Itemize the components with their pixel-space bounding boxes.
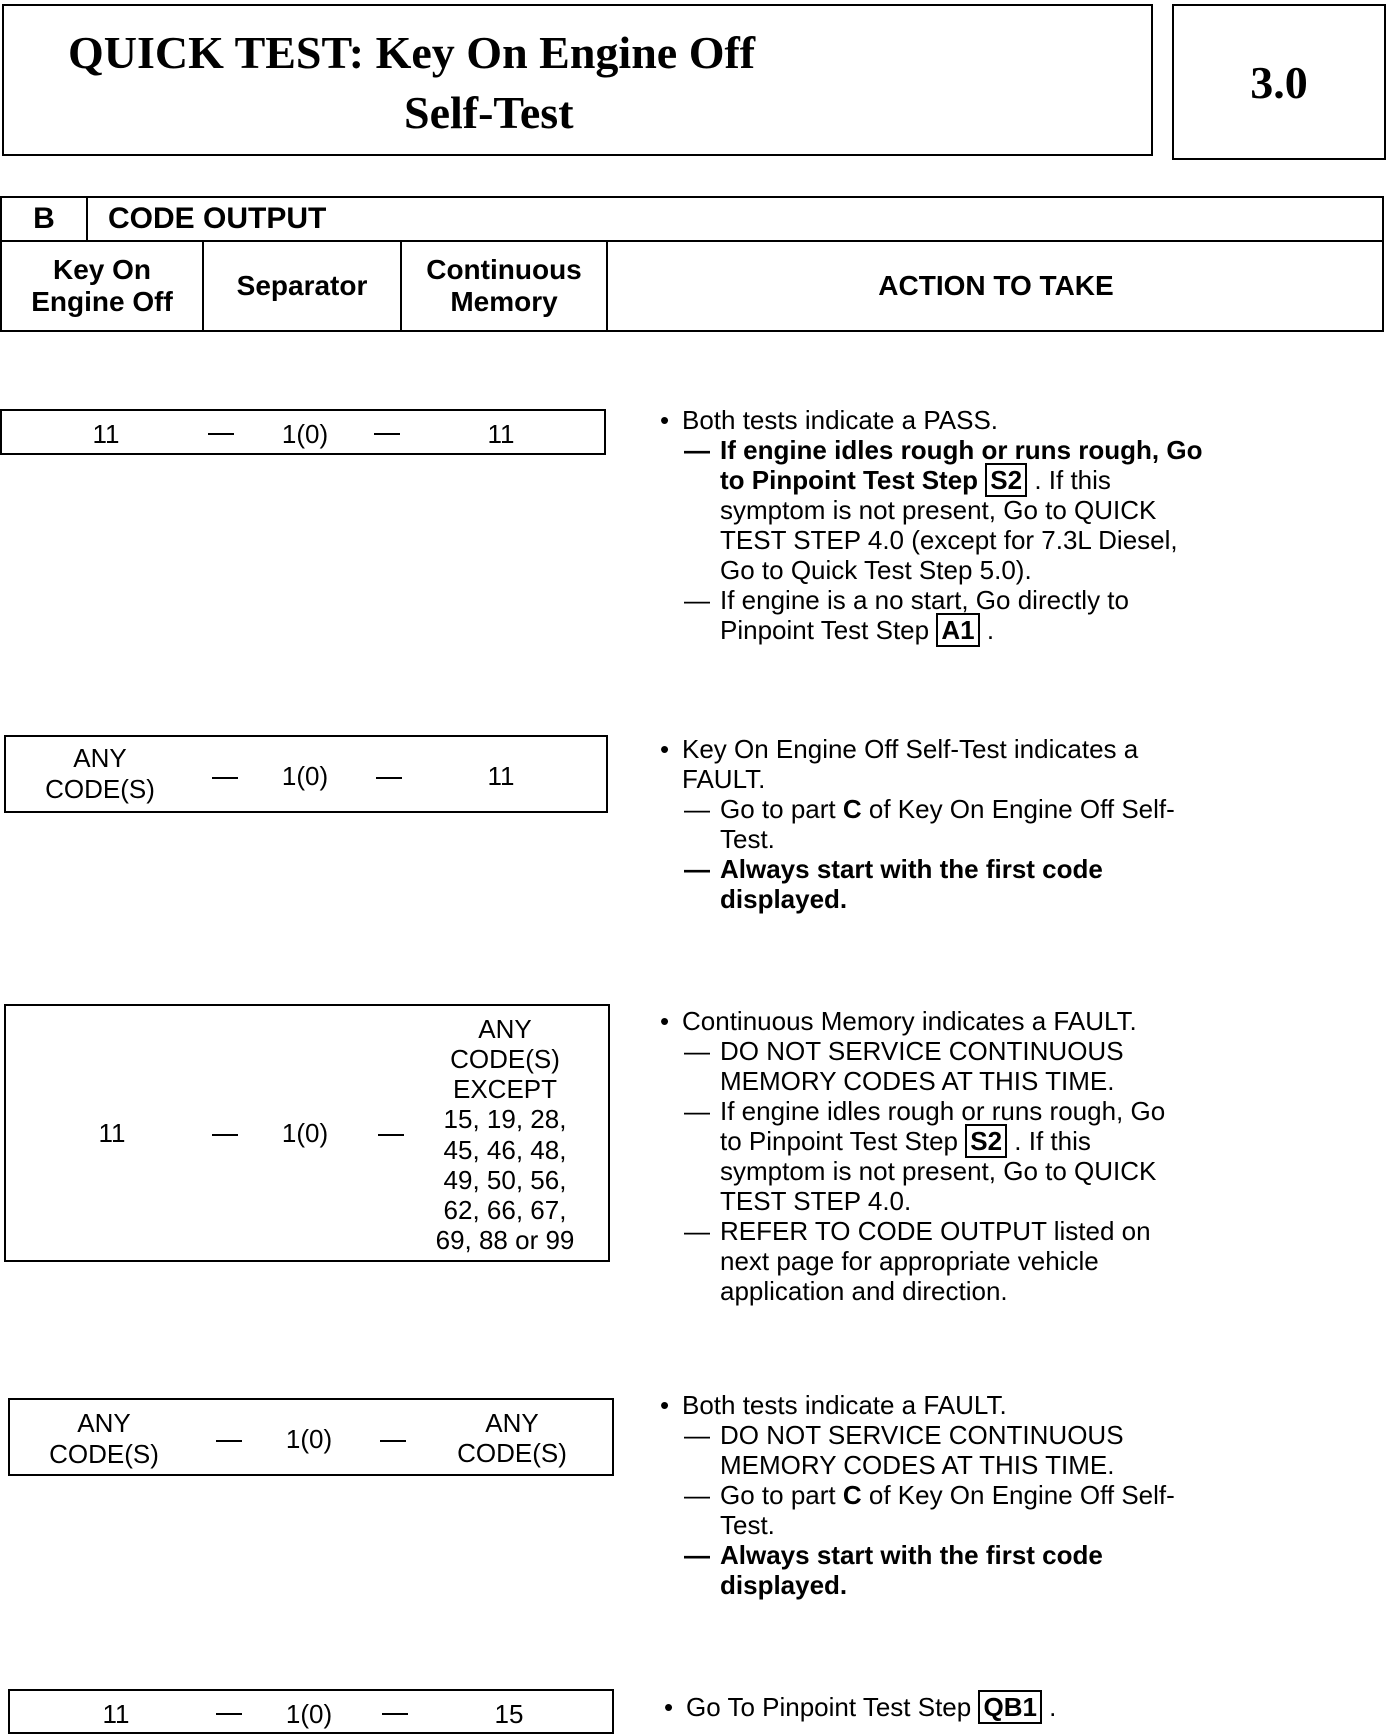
- column-header-koeo: [2, 242, 204, 330]
- column-header-continuous-line2: Memory: [450, 286, 558, 317]
- action-line: Go to Quick Test Step 5.0).: [720, 555, 1032, 585]
- action-bullet: • Continuous Memory indicates a FAULT.: [660, 1006, 1165, 1036]
- koeo-code: 11: [102, 1699, 130, 1729]
- action-line: symptom is not present, Go to QUICK: [720, 1156, 1157, 1186]
- code-row-2: [4, 735, 608, 813]
- code-row-5: [8, 1689, 614, 1734]
- page-title-line2: Self-Test: [404, 87, 574, 138]
- cm-line: EXCEPT: [452, 1074, 558, 1105]
- dash: [376, 777, 402, 779]
- cm-line: ANY: [478, 1014, 532, 1044]
- cm-line: 49, 50, 56,: [443, 1164, 567, 1195]
- step-ref-qb1: QB1: [978, 1690, 1041, 1724]
- koeo-code: [40, 1408, 168, 1469]
- action-sub: — If engine is a no start, Go directly to: [660, 585, 1202, 615]
- action-line: next page for appropriate vehicle: [720, 1246, 1099, 1276]
- action-bullet: [664, 1692, 1056, 1722]
- koeo-code-line1: ANY: [73, 743, 127, 773]
- dash: [374, 433, 400, 435]
- action-sub: — DO NOT SERVICE CONTINUOUS: [660, 1420, 1175, 1450]
- action-text: of Key On Engine Off Self-: [868, 794, 1175, 824]
- action-bullet: • Both tests indicate a PASS.: [660, 405, 1202, 435]
- title-box: [2, 4, 1153, 156]
- action-line: [660, 615, 1202, 645]
- step-ref-a1: A1: [936, 613, 979, 647]
- column-header-continuous-line1: Continuous: [426, 253, 582, 285]
- column-header-action: ACTION TO TAKE: [878, 269, 1114, 301]
- action-row-3: [660, 1006, 1165, 1306]
- action-line: Test.: [720, 1510, 775, 1540]
- action-text: Go to part: [720, 1480, 836, 1510]
- koeo-code-line2: CODE(S): [49, 1438, 159, 1469]
- action-text: . If this: [1014, 1126, 1091, 1156]
- cm-line: 15, 19, 28,: [443, 1104, 567, 1135]
- dash: [380, 1440, 406, 1442]
- separator-code: 1(0): [281, 761, 329, 791]
- continuous-code: 11: [487, 419, 515, 449]
- dash: [216, 1713, 242, 1715]
- action-sub: — Always start with the first code: [660, 1540, 1175, 1570]
- page-title-line1: QUICK TEST: Key On Engine Off: [68, 27, 756, 78]
- action-text: of Key On Engine Off Self-: [868, 1480, 1175, 1510]
- cm-line: 45, 46, 48,: [443, 1134, 567, 1165]
- koeo-code: 11: [92, 419, 120, 449]
- action-bullet: • Both tests indicate a FAULT.: [660, 1390, 1175, 1420]
- dash: [216, 1440, 242, 1442]
- action-text: to Pinpoint Test Step: [720, 1126, 959, 1156]
- action-text: . If this: [1034, 465, 1111, 495]
- action-line: MEMORY CODES AT THIS TIME.: [720, 1450, 1115, 1480]
- koeo-code-line2: CODE(S): [45, 773, 155, 804]
- action-sub: [660, 1480, 1175, 1510]
- action-line: application and direction.: [720, 1276, 1008, 1306]
- action-text: Go to part: [720, 794, 836, 824]
- action-text: .: [986, 615, 995, 645]
- action-line: symptom is not present, Go to QUICK: [720, 495, 1157, 525]
- action-sub: — REFER TO CODE OUTPUT listed on: [660, 1216, 1165, 1246]
- header-row-columns: [2, 242, 1382, 330]
- action-line: Test.: [720, 824, 775, 854]
- action-sub: — DO NOT SERVICE CONTINUOUS: [660, 1036, 1165, 1066]
- action-text: C: [842, 794, 862, 824]
- action-line: MEMORY CODES AT THIS TIME.: [720, 1066, 1115, 1096]
- action-line: displayed.: [720, 1570, 848, 1600]
- continuous-code: [442, 1408, 582, 1468]
- action-row-5: [664, 1692, 1056, 1722]
- action-sub: — Always start with the first code: [660, 854, 1175, 884]
- cm-line: ANY: [485, 1408, 539, 1438]
- separator-code: 1(0): [285, 1424, 333, 1454]
- column-header-koeo-line1: Key On: [52, 253, 151, 285]
- header-row-section: [2, 198, 1382, 242]
- action-sub: [660, 794, 1175, 824]
- dash: [208, 433, 234, 435]
- action-sub: — If engine idles rough or runs rough, Go: [660, 1096, 1165, 1126]
- koeo-code: [36, 743, 164, 804]
- action-line: TEST STEP 4.0 (except for 7.3L Diesel,: [720, 525, 1178, 555]
- continuous-code: 15: [494, 1699, 524, 1729]
- action-sub: — If engine idles rough or runs rough, Go: [660, 435, 1202, 465]
- action-row-2: [660, 734, 1175, 914]
- dash: [382, 1713, 408, 1715]
- action-text: Pinpoint Test Step: [720, 615, 930, 645]
- action-bullet: • Key On Engine Off Self-Test indicates a: [660, 734, 1175, 764]
- section-number: 3.0: [1172, 4, 1386, 160]
- action-text: .: [1049, 1692, 1057, 1722]
- separator-code: 1(0): [281, 419, 329, 449]
- cm-line: CODE(S): [450, 1044, 560, 1075]
- koeo-code: 11: [98, 1118, 126, 1148]
- action-text: Go To Pinpoint Test Step: [686, 1692, 972, 1722]
- action-line: FAULT.: [682, 764, 766, 794]
- cm-line: 69, 88 or 99: [435, 1225, 575, 1256]
- step-ref-s2: S2: [965, 1124, 1007, 1158]
- action-line: [660, 1126, 1165, 1156]
- continuous-code: 11: [487, 761, 515, 791]
- koeo-code-line1: ANY: [77, 1408, 131, 1438]
- code-row-3: [4, 1004, 610, 1262]
- code-row-1: [0, 409, 606, 455]
- continuous-code: [410, 1014, 600, 1255]
- column-header-koeo-line2: Engine Off: [31, 286, 173, 317]
- cm-line: 62, 66, 67,: [443, 1194, 567, 1225]
- code-row-4: [8, 1398, 614, 1476]
- code-output-header: [0, 196, 1384, 332]
- action-row-4: [660, 1390, 1175, 1600]
- cm-line: CODE(S): [457, 1438, 567, 1469]
- action-row-1: [660, 405, 1202, 645]
- step-ref-s2: S2: [985, 463, 1027, 497]
- separator-code: 1(0): [285, 1699, 333, 1729]
- action-text: to Pinpoint Test Step: [720, 465, 979, 495]
- section-title: CODE OUTPUT: [108, 202, 327, 235]
- action-line: TEST STEP 4.0.: [720, 1186, 912, 1216]
- action-line: displayed.: [720, 884, 848, 914]
- dash: [378, 1134, 404, 1136]
- action-text: C: [842, 1480, 862, 1510]
- column-header-separator: Separator: [204, 242, 402, 330]
- action-line: [660, 465, 1202, 495]
- section-letter: B: [2, 198, 88, 240]
- dash: [212, 777, 238, 779]
- column-header-continuous: [402, 242, 608, 330]
- dash: [212, 1134, 238, 1136]
- separator-code: 1(0): [281, 1118, 329, 1148]
